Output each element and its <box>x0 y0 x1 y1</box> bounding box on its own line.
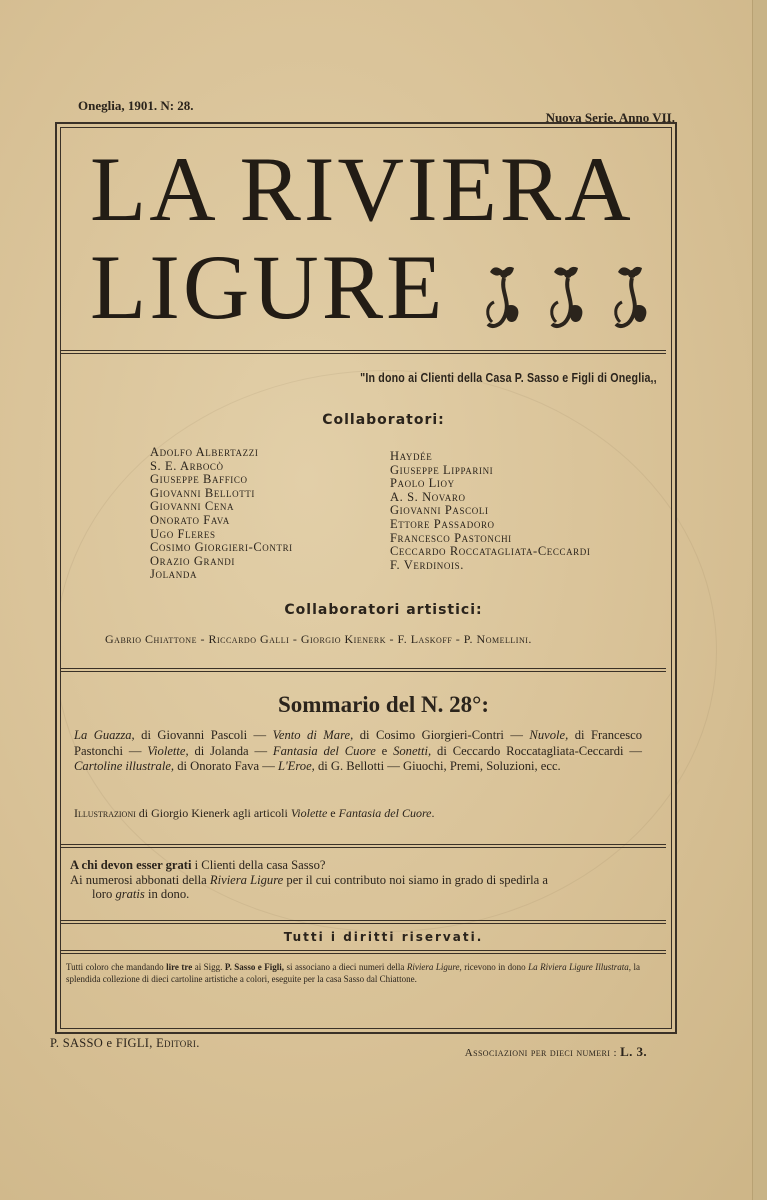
thanks-question-rest: i Clienti della casa Sasso? <box>191 858 326 872</box>
collaborator-name: Giovanni Pascoli <box>390 503 489 518</box>
offer-firm: P. Sasso e Figli, <box>224 962 285 972</box>
collaborator-name: Orazio Grandi <box>150 553 235 568</box>
flower-icon <box>610 262 654 338</box>
thanks-answer: Ai numerosi abbonati della <box>70 872 210 887</box>
summary-title: L'Eroe, <box>277 759 315 773</box>
offer-text: la splendida collezione di dieci cartoline artistiche a colori, eseguite per la casa Sasso dal Chiattone. <box>66 962 640 984</box>
collaborator-name: Ettore Passadoro <box>390 516 495 531</box>
rights-reserved: Tutti i diritti riservati. <box>283 930 484 944</box>
collaborators-right-column <box>390 450 590 572</box>
thanks-gratis: gratis <box>115 887 145 901</box>
collaborator-name: S. E. Arbocò <box>150 458 224 473</box>
illustrations-title: Fantasia del Cuore <box>338 806 432 820</box>
collaborator-name: F. Verdinois. <box>390 557 464 572</box>
collaborator-name: Cosimo Giorgieri-Contri <box>150 540 293 555</box>
thanks-block <box>70 858 642 902</box>
divider <box>60 950 666 954</box>
summary-joiner: e <box>375 743 394 758</box>
offer-title: Riviera Ligure, <box>406 962 462 972</box>
collaborator-name: Haydée <box>390 449 433 463</box>
thanks-answer: per il cui contributo noi siamo in grado di spedirla a <box>283 872 549 887</box>
collaborator-name: Ceccardo Roccatagliata-Ceccardi <box>390 544 591 559</box>
summary-author: di Francesco Pastonchi — <box>74 728 643 758</box>
offer-text: ricevono in dono <box>461 962 529 972</box>
illustrations-end: . <box>431 806 435 820</box>
summary-title: Violette, <box>147 743 189 758</box>
collaborator-name: Giuseppe Baffico <box>150 472 248 487</box>
flower-icon <box>482 262 526 338</box>
summary-title: Fantasia del Cuore <box>272 743 376 758</box>
summary-author: di Ceccardo Roccatagliata-Ceccardi — <box>431 743 642 758</box>
collaborators-left-column <box>150 446 293 582</box>
publisher-name: P. SASSO e FIGLI, <box>50 1036 157 1050</box>
masthead-line-2: LIGURE <box>90 236 446 338</box>
collaborator-name: Jolanda <box>150 567 198 582</box>
issue-info: Oneglia, 1901. N: 28. <box>78 98 194 113</box>
offer-small-print <box>66 962 640 985</box>
offer-price: lire tre <box>166 962 193 972</box>
collaborator-name: A. S. Novaro <box>390 489 466 504</box>
summary-title: La Guazza, <box>74 728 135 742</box>
collaborator-name: Giuseppe Lipparini <box>390 462 494 477</box>
divider <box>60 920 666 924</box>
summary-heading: Sommario del N. 28°: <box>277 692 490 717</box>
collaborator-name: Adolfo Albertazzi <box>150 445 259 459</box>
offer-title: La Riviera Ligure Illustrata, <box>528 962 631 972</box>
illustrations-note <box>74 806 435 821</box>
illustrations-label: Illustrazioni <box>74 806 136 820</box>
summary-title: Sonetti, <box>393 743 432 758</box>
series-info: Nuova Serie, Anno VII. <box>545 110 675 125</box>
collaborators-heading: Collaboratori: <box>322 412 445 428</box>
offer-text: si associano a dieci numeri della <box>284 962 407 972</box>
summary-contents <box>74 728 642 775</box>
artistic-collaborators-list: Gabrio Chiattone - Riccardo Galli - Giorgio Kienerk - F. Laskoff - P. Nomellini. <box>105 632 532 646</box>
summary-author: di Onorato Fava — <box>174 759 278 773</box>
divider <box>60 350 666 354</box>
summary-title: Cartoline illustrale, <box>74 759 175 773</box>
divider <box>60 668 666 672</box>
summary-title: Vento di Mare, <box>272 728 354 742</box>
artistic-collaborators-heading: Collaboratori artistici: <box>284 602 483 618</box>
offer-text: ai Sigg. <box>192 962 225 972</box>
divider <box>60 844 666 848</box>
publisher-role: Editori. <box>156 1036 200 1050</box>
illustrations-joiner: e <box>327 806 339 820</box>
illustrations-title: Violette <box>290 806 328 820</box>
flower-ornaments <box>482 262 670 343</box>
page-edge <box>752 0 767 1200</box>
collaborator-name: Francesco Pastonchi <box>390 530 512 545</box>
subscription-value: L. 3. <box>620 1044 647 1059</box>
collaborator-name: Onorato Fava <box>150 512 230 527</box>
illustrations-text: di Giorgio Kienerk agli articoli <box>135 806 291 820</box>
flower-icon <box>546 262 590 338</box>
offer-text: Tutti coloro che mandando <box>66 962 167 972</box>
collaborator-name: Giovanni Bellotti <box>150 485 256 500</box>
summary-author: di Giovanni Pascoli — <box>134 728 273 742</box>
thanks-answer: in dono. <box>144 887 190 901</box>
dedication-quote: "In dono ai Clienti della Casa P. Sasso e Figli di Oneglia,, <box>360 370 657 385</box>
collaborator-name: Ugo Fleres <box>150 526 216 541</box>
collaborator-name: Giovanni Cena <box>150 499 235 514</box>
subscription-price <box>465 1044 647 1060</box>
summary-author: di Jolanda — <box>188 743 273 758</box>
subscription-label: Associazioni per dieci numeri : <box>464 1047 621 1059</box>
thanks-question-bold: A chi devon esser grati <box>70 858 192 872</box>
summary-author: di Cosimo Giorgieri-Contri — <box>353 728 530 742</box>
thanks-answer: loro <box>92 887 116 901</box>
summary-author: di G. Bellotti — Giuochi, Premi, Soluzioni, ecc. <box>314 759 561 773</box>
publisher <box>50 1036 200 1051</box>
masthead-line-1: LA RIVIERA <box>90 138 634 240</box>
summary-title: Nuvole, <box>529 728 569 742</box>
thanks-journal: Riviera Ligure <box>209 872 284 887</box>
collaborator-name: Paolo Lioy <box>390 476 455 491</box>
